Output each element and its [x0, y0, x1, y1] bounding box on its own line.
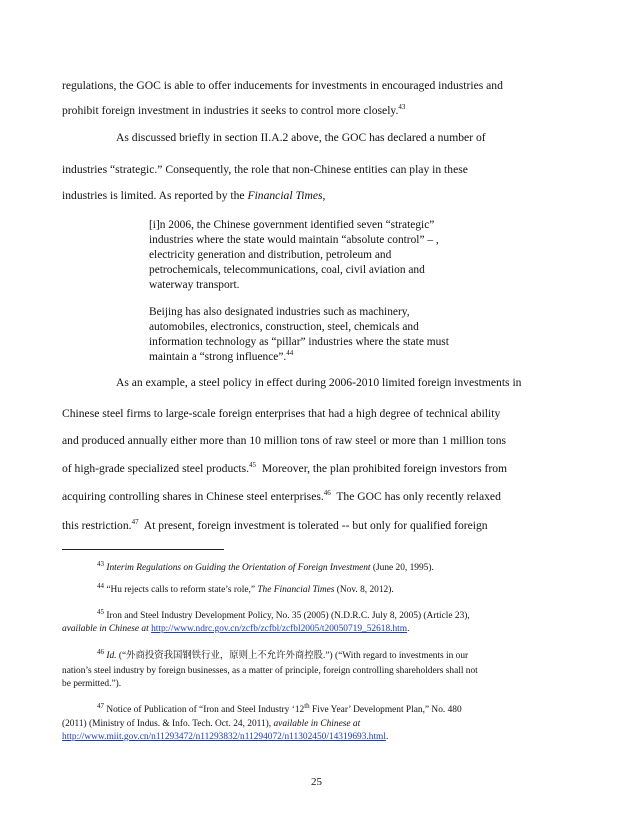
footnote-number: 45 — [97, 607, 104, 616]
text: The GOC has only recently relaxed — [330, 490, 501, 503]
text: At present, foreign investment is tolerated -- but only for qualified foreign — [138, 519, 488, 532]
footnote-ref: 43 — [398, 103, 406, 112]
body-line — [62, 163, 468, 177]
text: of high-grade specialized steel products. — [62, 462, 250, 475]
text: Notice of Publication of “Iron and Steel Industry ‘12 — [106, 705, 305, 715]
body-line — [116, 376, 521, 390]
footnote-separator — [62, 549, 224, 550]
superscript: th — [304, 701, 310, 710]
text: As discussed briefly in section II.A.2 above, the GOC has declared a number of — [116, 131, 486, 144]
text: Moreover, the plan prohibited foreign investors from — [256, 462, 508, 475]
body-line — [62, 104, 405, 118]
text: this restriction. — [62, 519, 132, 532]
footnote-45-line — [62, 623, 409, 635]
text: As an example, a steel policy in effect during 2006-2010 limited foreign investments in — [116, 376, 522, 389]
body-line — [62, 407, 500, 421]
text: Five Year’ Development Plan,” No. 480 — [309, 705, 462, 715]
text: , — [322, 189, 326, 202]
quote-line — [149, 350, 293, 364]
footnote-ref: 47 — [131, 518, 139, 527]
quote-line: electricity generation and distribution, petroleum and — [149, 249, 392, 261]
footnote-number: 43 — [97, 559, 104, 568]
footnote-47-line — [62, 718, 360, 730]
text: . — [385, 732, 389, 742]
footnote-number: 47 — [97, 701, 104, 710]
text: Iron and Steel Industry Development Policy, No. 35 (2005) (N.D.R.C. July 8, 2005) (Article 23), — [106, 611, 470, 621]
text: regulations, the GOC is able to offer inducements for investments in encouraged industries and — [62, 79, 503, 92]
text: (Nov. 8, 2012). — [334, 585, 394, 595]
text: acquiring controlling shares in Chinese steel enterprises. — [62, 490, 324, 503]
footnote-46 — [97, 647, 469, 662]
quote-line: information technology as “pillar” industries where the state must — [149, 336, 449, 348]
text: (“外商投资我国钢铁行业，原则上不允许外商控股.”) (“With regard to investments in our — [116, 651, 469, 661]
ndrc-link[interactable]: http://www.ndrc.gov.cn/zcfb/zcfbl/zcfbl2005/t20050719_52618.htm — [151, 624, 408, 634]
italic-text: available in Chinese at — [273, 719, 361, 729]
text: Chinese steel firms to large-scale foreign enterprises that had a high degree of technical ability — [62, 407, 501, 420]
footnote-47 — [97, 701, 462, 716]
footnote-ref: 44 — [286, 349, 294, 358]
italic-text: available in Chinese at — [62, 624, 149, 634]
text: industries is limited. As reported by the — [62, 189, 248, 202]
italic-text: The Financial Times — [257, 585, 335, 595]
quote-line: automobiles, electronics, construction, steel, chemicals and — [149, 321, 419, 333]
italic-text: Interim Regulations on Guiding the Orientation of Foreign Investment — [106, 563, 371, 573]
quote-line: [i]n 2006, the Chinese government identified seven “strategic” — [149, 219, 435, 231]
footnote-46-line: be permitted.”). — [62, 679, 122, 689]
footnote-43 — [97, 559, 434, 574]
quote-line: waterway transport. — [149, 279, 240, 291]
text: industries “strategic.” Consequently, the role that non-Chinese entities can play in these — [62, 163, 468, 176]
text: (2011) (Ministry of Indus. & Info. Tech. Oct. 24, 2011), — [62, 719, 274, 729]
text: prohibit foreign investment in industries it seeks to control more closely. — [62, 104, 399, 117]
body-line — [116, 131, 486, 145]
body-line — [62, 519, 488, 533]
body-line — [62, 434, 506, 448]
footnote-ref: 45 — [249, 461, 257, 470]
text: (June 20, 1995). — [370, 563, 434, 573]
body-line — [62, 79, 503, 93]
text: “Hu rejects calls to reform state’s role,” — [106, 585, 258, 595]
footnote-46-line: nation’s steel industry by foreign businesses, as a matter of principle, foreign controlling shareholders shall not — [62, 666, 478, 676]
body-line — [62, 189, 325, 203]
footnote-44 — [97, 581, 394, 596]
text: maintain a “strong influence”. — [149, 351, 287, 363]
text: and produced annually either more than 10 million tons of raw steel or more than 1 million tons — [62, 434, 507, 447]
body-line — [62, 462, 507, 476]
page-number: 25 — [311, 776, 322, 788]
footnote-47-line — [62, 731, 388, 743]
quote-line: Beijing has also designated industries such as machinery, — [149, 306, 410, 318]
quote-line: petrochemicals, telecommunications, coal, civil aviation and — [149, 264, 425, 276]
footnote-ref: 46 — [323, 489, 331, 498]
footnote-number: 44 — [97, 581, 104, 590]
footnote-45 — [97, 607, 470, 622]
italic-text: Financial Times — [247, 189, 323, 202]
footnote-number: 46 — [97, 647, 104, 656]
body-line — [62, 490, 501, 504]
miit-link[interactable]: http://www.miit.gov.cn/n11293472/n11293832/n11294072/n11302450/14319693.html — [62, 732, 386, 742]
quote-line: industries where the state would maintain “absolute control” – , — [149, 234, 439, 246]
text: . — [407, 624, 410, 634]
italic-text: Id. — [106, 651, 117, 661]
